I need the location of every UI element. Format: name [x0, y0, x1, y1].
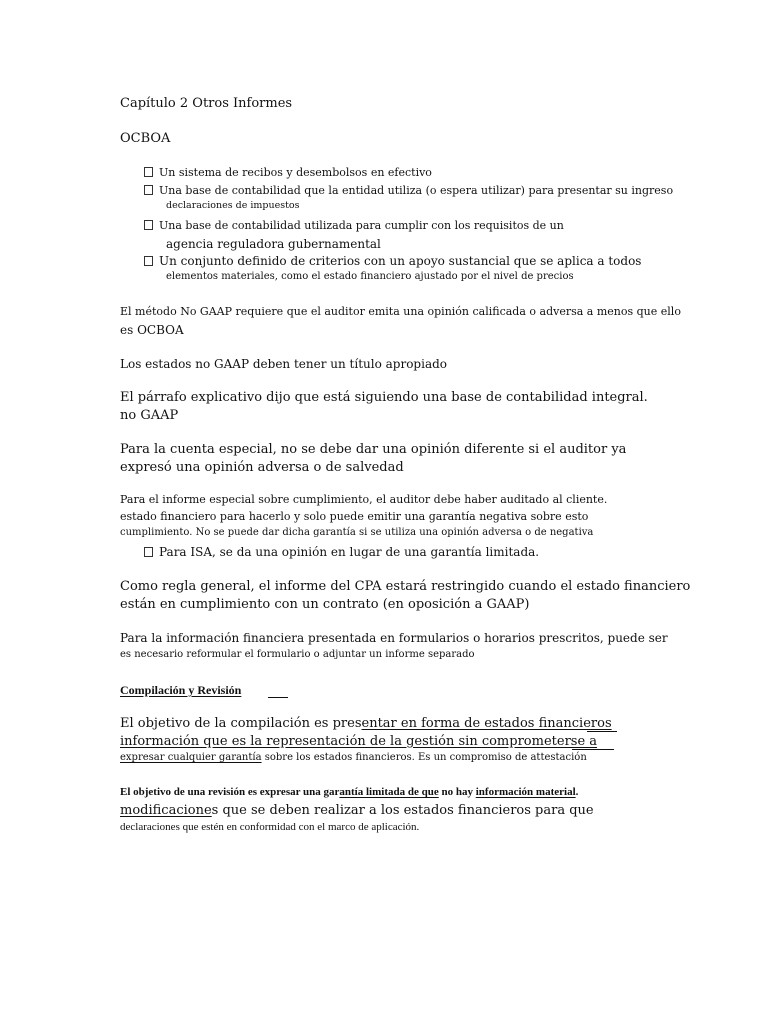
checkbox-bullet-icon	[144, 167, 153, 177]
bullet-item: Un sistema de recibos y desembolsos en efectivo	[144, 167, 432, 178]
paragraph-line: cumplimiento. No se puede dar dicha garantía si se utiliza una opinión adversa o de negativa	[120, 527, 594, 538]
paragraph-line: El objetivo de una revisión es expresar una garantía limitada de que no hay información material.	[120, 786, 579, 798]
underline-rule	[268, 697, 288, 698]
bullet-continuation: declaraciones de impuestos	[166, 200, 300, 211]
bullet-item: Para ISA, se da una opinión en lugar de una garantía limitada.	[144, 546, 539, 558]
checkbox-bullet-icon	[144, 547, 153, 557]
paragraph-line: Para la información financiera presentada en formularios o horarios prescritos, puede ser	[120, 631, 668, 645]
paragraph-line: El párrafo explicativo dijo que está siguiendo una base de contabilidad integral.	[120, 390, 648, 405]
bullet-item: Una base de contabilidad que la entidad utiliza (o espera utilizar) para presentar su ingreso	[144, 185, 673, 196]
paragraph-line: modificaciones que se deben realizar a los estados financieros para que	[120, 803, 594, 818]
ocboa-heading: OCBOA	[120, 131, 171, 146]
paragraph-line: Para la cuenta especial, no se debe dar una opinión diferente si el auditor ya	[120, 442, 627, 457]
bullet-item: Una base de contabilidad utilizada para cumplir con los requisitos de un	[144, 220, 564, 231]
checkbox-bullet-icon	[144, 185, 153, 195]
section-heading-compilacion: Compilación y Revisión	[120, 683, 242, 697]
paragraph-line: estado financiero para hacerlo y solo puede emitir una garantía negativa sobre esto	[120, 510, 589, 523]
bullet-continuation: agencia reguladora gubernamental	[166, 237, 381, 251]
checkbox-bullet-icon	[144, 220, 153, 230]
bullet-item: Un conjunto definido de criterios con un apoyo sustancial que se aplica a todos	[144, 255, 641, 267]
paragraph-line: expresar cualquier garantía sobre los estados financieros. Es un compromiso de attestación	[120, 752, 587, 763]
paragraph-line: El objetivo de la compilación es presentar en forma de estados financieros	[120, 716, 612, 731]
paragraph-line: están en cumplimiento con un contrato (en oposición a GAAP)	[120, 597, 530, 612]
paragraph-line: Los estados no GAAP deben tener un título apropiado	[120, 357, 448, 371]
paragraph-line: Como regla general, el informe del CPA estará restringido cuando el estado financiero	[120, 579, 691, 594]
underline-rule	[572, 749, 614, 750]
checkbox-bullet-icon	[144, 256, 153, 266]
chapter-title: Capítulo 2 Otros Informes	[120, 96, 293, 111]
paragraph-line: es OCBOA	[120, 323, 184, 337]
paragraph-line: declaraciones que estén en conformidad con el marco de aplicación.	[120, 821, 420, 833]
paragraph-line: no GAAP	[120, 408, 179, 423]
bullet-continuation: elementos materiales, como el estado financiero ajustado por el nivel de precios	[166, 271, 574, 282]
paragraph-line: Para el informe especial sobre cumplimiento, el auditor debe haber auditado al cliente.	[120, 493, 608, 506]
paragraph-line: El método No GAAP requiere que el auditor emita una opinión calificada o adversa a menos que ello	[120, 305, 681, 318]
paragraph-line: información que es la representación de la gestión sin comprometerse a	[120, 734, 598, 749]
paragraph-line: es necesario reformular el formulario o adjuntar un informe separado	[120, 649, 475, 660]
underline-rule	[587, 731, 617, 732]
paragraph-line: expresó una opinión adversa o de salvedad	[120, 460, 404, 475]
